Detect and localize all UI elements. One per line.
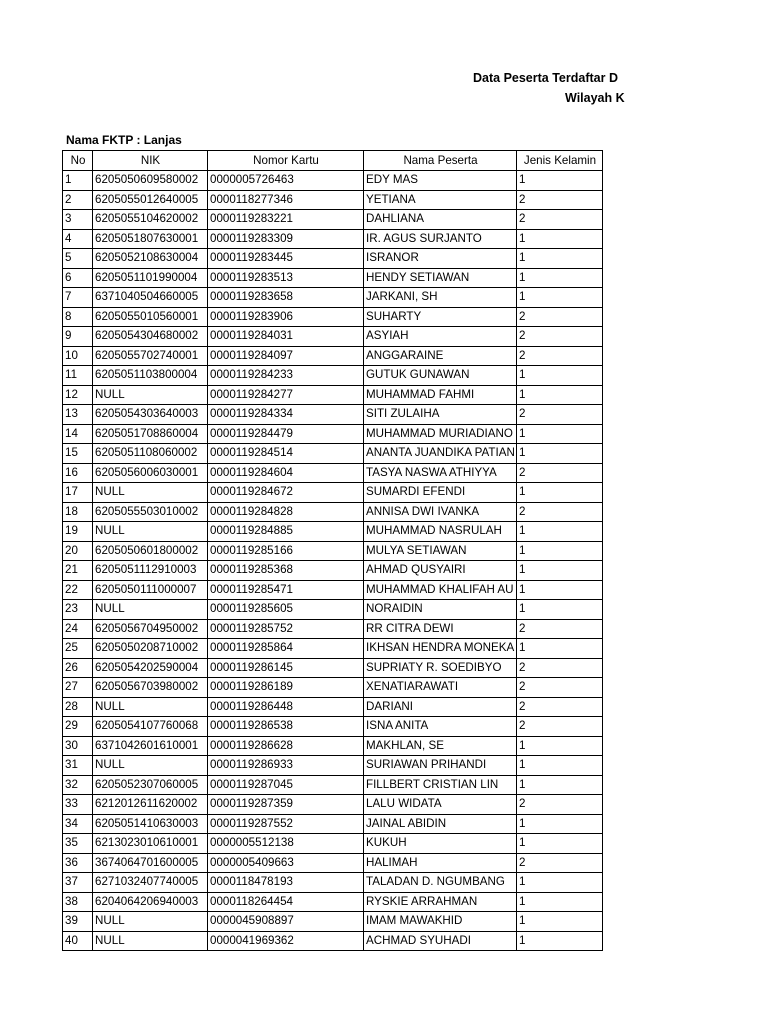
cell-jenis-kelamin: 1 — [517, 229, 603, 249]
cell-no: 13 — [63, 405, 93, 425]
cell-no: 28 — [63, 697, 93, 717]
cell-nomor-kartu: 0000119284885 — [208, 522, 364, 542]
table-header-row — [63, 151, 603, 171]
cell-no: 34 — [63, 814, 93, 834]
table-row — [63, 327, 603, 347]
cell-nik: 6205050609580002 — [93, 171, 208, 191]
cell-nama-peserta: DAHLIANA — [364, 210, 517, 230]
cell-nama-peserta: HALIMAH — [364, 853, 517, 873]
table-row — [63, 561, 603, 581]
cell-no: 39 — [63, 912, 93, 932]
cell-nomor-kartu: 0000119286189 — [208, 678, 364, 698]
cell-nomor-kartu: 0000041969362 — [208, 931, 364, 951]
cell-nik: 6205051108060002 — [93, 444, 208, 464]
cell-jenis-kelamin: 2 — [517, 795, 603, 815]
cell-jenis-kelamin: 2 — [517, 678, 603, 698]
cell-nik: 6205050601800002 — [93, 541, 208, 561]
cell-no: 29 — [63, 717, 93, 737]
cell-nomor-kartu: 0000119286538 — [208, 717, 364, 737]
cell-nik: 6212012611620002 — [93, 795, 208, 815]
cell-no: 26 — [63, 658, 93, 678]
table-row — [63, 385, 603, 405]
table-row — [63, 210, 603, 230]
column-header-jenis-kelamin: Jenis Kelamin — [517, 151, 603, 171]
table-row — [63, 658, 603, 678]
cell-nama-peserta: SITI ZULAIHA — [364, 405, 517, 425]
cell-nomor-kartu: 0000119285605 — [208, 600, 364, 620]
cell-nama-peserta: SUHARTY — [364, 307, 517, 327]
cell-no: 20 — [63, 541, 93, 561]
column-header-nik: NIK — [93, 151, 208, 171]
table-row — [63, 619, 603, 639]
cell-jenis-kelamin: 1 — [517, 600, 603, 620]
cell-nik: NULL — [93, 756, 208, 776]
cell-jenis-kelamin: 1 — [517, 268, 603, 288]
cell-jenis-kelamin: 1 — [517, 522, 603, 542]
table-row — [63, 424, 603, 444]
cell-nama-peserta: MUHAMMAD FAHMI — [364, 385, 517, 405]
table-row — [63, 288, 603, 308]
cell-nama-peserta: TASYA NASWA ATHIYYA — [364, 463, 517, 483]
cell-jenis-kelamin: 1 — [517, 580, 603, 600]
cell-jenis-kelamin: 1 — [517, 444, 603, 464]
table-row — [63, 892, 603, 912]
cell-nama-peserta: NORAIDIN — [364, 600, 517, 620]
cell-nomor-kartu: 0000119284828 — [208, 502, 364, 522]
cell-nomor-kartu: 0000119283513 — [208, 268, 364, 288]
table-row — [63, 346, 603, 366]
cell-nama-peserta: MUHAMMAD NASRULAH — [364, 522, 517, 542]
cell-no: 10 — [63, 346, 93, 366]
participant-table — [62, 150, 603, 951]
cell-nomor-kartu: 0000119284479 — [208, 424, 364, 444]
cell-nomor-kartu: 0000119283906 — [208, 307, 364, 327]
cell-jenis-kelamin: 1 — [517, 385, 603, 405]
cell-nik: 6205050208710002 — [93, 639, 208, 659]
cell-nama-peserta: MAKHLAN, SE — [364, 736, 517, 756]
cell-nama-peserta: ANANTA JUANDIKA PATIAN — [364, 444, 517, 464]
cell-nomor-kartu: 0000119284604 — [208, 463, 364, 483]
table-row — [63, 678, 603, 698]
table-row — [63, 444, 603, 464]
cell-jenis-kelamin: 1 — [517, 892, 603, 912]
cell-nik: 6205055104620002 — [93, 210, 208, 230]
cell-nama-peserta: MUHAMMAD KHALIFAH AU — [364, 580, 517, 600]
cell-nama-peserta: XENATIARAWATI — [364, 678, 517, 698]
cell-no: 40 — [63, 931, 93, 951]
cell-nik: 6371040504660005 — [93, 288, 208, 308]
column-header-no: No — [63, 151, 93, 171]
cell-nik: NULL — [93, 600, 208, 620]
cell-nama-peserta: SUMARDI EFENDI — [364, 483, 517, 503]
cell-nik: 6205054303640003 — [93, 405, 208, 425]
cell-no: 36 — [63, 853, 93, 873]
cell-no: 32 — [63, 775, 93, 795]
cell-nomor-kartu: 0000119287359 — [208, 795, 364, 815]
cell-nomor-kartu: 0000119284031 — [208, 327, 364, 347]
table-body — [63, 171, 603, 951]
cell-nomor-kartu: 0000119287552 — [208, 814, 364, 834]
cell-nik: NULL — [93, 522, 208, 542]
cell-nik: NULL — [93, 483, 208, 503]
cell-nik: 6205050111000007 — [93, 580, 208, 600]
cell-nama-peserta: IMAM MAWAKHID — [364, 912, 517, 932]
cell-nik: NULL — [93, 385, 208, 405]
cell-jenis-kelamin: 2 — [517, 463, 603, 483]
cell-nama-peserta: SUPRIATY R. SOEDIBYO — [364, 658, 517, 678]
table-row — [63, 229, 603, 249]
cell-nomor-kartu: 0000119284334 — [208, 405, 364, 425]
cell-no: 5 — [63, 249, 93, 269]
cell-nik: 6205055503010002 — [93, 502, 208, 522]
cell-jenis-kelamin: 1 — [517, 424, 603, 444]
cell-nama-peserta: ACHMAD SYUHADI — [364, 931, 517, 951]
cell-nik: NULL — [93, 931, 208, 951]
cell-no: 31 — [63, 756, 93, 776]
cell-no: 25 — [63, 639, 93, 659]
table-row — [63, 522, 603, 542]
cell-jenis-kelamin: 2 — [517, 502, 603, 522]
cell-nama-peserta: MUHAMMAD MURIADIANO — [364, 424, 517, 444]
cell-nomor-kartu: 0000119284672 — [208, 483, 364, 503]
cell-jenis-kelamin: 1 — [517, 483, 603, 503]
table-row — [63, 405, 603, 425]
cell-jenis-kelamin: 1 — [517, 171, 603, 191]
table-row — [63, 541, 603, 561]
cell-nik: 6271032407740005 — [93, 873, 208, 893]
cell-no: 4 — [63, 229, 93, 249]
cell-nik: 6371042601610001 — [93, 736, 208, 756]
cell-no: 8 — [63, 307, 93, 327]
cell-nomor-kartu: 0000119286145 — [208, 658, 364, 678]
cell-no: 37 — [63, 873, 93, 893]
cell-no: 19 — [63, 522, 93, 542]
cell-no: 12 — [63, 385, 93, 405]
table-row — [63, 502, 603, 522]
cell-nomor-kartu: 0000119283309 — [208, 229, 364, 249]
cell-nama-peserta: DARIANI — [364, 697, 517, 717]
cell-nomor-kartu: 0000119283445 — [208, 249, 364, 269]
cell-nama-peserta: EDY MAS — [364, 171, 517, 191]
cell-nik: 6205056703980002 — [93, 678, 208, 698]
cell-nik: 6205052307060005 — [93, 775, 208, 795]
cell-no: 3 — [63, 210, 93, 230]
cell-nama-peserta: KUKUH — [364, 834, 517, 854]
cell-nik: 6205056704950002 — [93, 619, 208, 639]
cell-no: 22 — [63, 580, 93, 600]
cell-nik: 6205051807630001 — [93, 229, 208, 249]
cell-jenis-kelamin: 1 — [517, 834, 603, 854]
cell-no: 11 — [63, 366, 93, 386]
cell-jenis-kelamin: 2 — [517, 190, 603, 210]
cell-nik: 6213023010610001 — [93, 834, 208, 854]
cell-jenis-kelamin: 1 — [517, 288, 603, 308]
cell-nik: 6205054304680002 — [93, 327, 208, 347]
table-row — [63, 366, 603, 386]
table-row — [63, 249, 603, 269]
table-row — [63, 931, 603, 951]
column-header-nomor-kartu: Nomor Kartu — [208, 151, 364, 171]
cell-nama-peserta: HENDY SETIAWAN — [364, 268, 517, 288]
cell-nomor-kartu: 0000119285752 — [208, 619, 364, 639]
table-row — [63, 307, 603, 327]
cell-no: 7 — [63, 288, 93, 308]
cell-no: 21 — [63, 561, 93, 581]
cell-nomor-kartu: 0000119286448 — [208, 697, 364, 717]
cell-no: 9 — [63, 327, 93, 347]
cell-jenis-kelamin: 1 — [517, 736, 603, 756]
cell-nik: 6205054107760068 — [93, 717, 208, 737]
cell-no: 23 — [63, 600, 93, 620]
cell-nomor-kartu: 0000118264454 — [208, 892, 364, 912]
cell-no: 35 — [63, 834, 93, 854]
cell-nama-peserta: GUTUK GUNAWAN — [364, 366, 517, 386]
cell-nomor-kartu: 0000119285368 — [208, 561, 364, 581]
cell-nama-peserta: YETIANA — [364, 190, 517, 210]
cell-no: 16 — [63, 463, 93, 483]
cell-jenis-kelamin: 1 — [517, 873, 603, 893]
table-row — [63, 190, 603, 210]
cell-nama-peserta: ISNA ANITA — [364, 717, 517, 737]
fktp-label: Nama FKTP : Lanjas — [66, 133, 182, 147]
cell-jenis-kelamin: 2 — [517, 405, 603, 425]
cell-nama-peserta: SURIAWAN PRIHANDI — [364, 756, 517, 776]
table-row — [63, 268, 603, 288]
cell-nik: 6205051112910003 — [93, 561, 208, 581]
cell-nik: 3674064701600005 — [93, 853, 208, 873]
cell-nama-peserta: ANNISA DWI IVANKA — [364, 502, 517, 522]
cell-nomor-kartu: 0000119286933 — [208, 756, 364, 776]
cell-jenis-kelamin: 2 — [517, 619, 603, 639]
cell-nama-peserta: TALADAN D. NGUMBANG — [364, 873, 517, 893]
cell-jenis-kelamin: 1 — [517, 561, 603, 581]
table-row — [63, 756, 603, 776]
cell-jenis-kelamin: 2 — [517, 658, 603, 678]
cell-no: 17 — [63, 483, 93, 503]
cell-no: 2 — [63, 190, 93, 210]
table-row — [63, 639, 603, 659]
cell-nama-peserta: JARKANI, SH — [364, 288, 517, 308]
cell-no: 14 — [63, 424, 93, 444]
cell-no: 18 — [63, 502, 93, 522]
cell-no: 1 — [63, 171, 93, 191]
cell-nik: 6205054202590004 — [93, 658, 208, 678]
table-row — [63, 600, 603, 620]
cell-nama-peserta: JAINAL ABIDIN — [364, 814, 517, 834]
table-row — [63, 717, 603, 737]
cell-nama-peserta: IKHSAN HENDRA MONEKA — [364, 639, 517, 659]
cell-nama-peserta: RYSKIE ARRAHMAN — [364, 892, 517, 912]
cell-nik: 6205051101990004 — [93, 268, 208, 288]
cell-nik: 6205056006030001 — [93, 463, 208, 483]
cell-jenis-kelamin: 1 — [517, 814, 603, 834]
cell-nomor-kartu: 0000119283658 — [208, 288, 364, 308]
cell-nomor-kartu: 0000119284097 — [208, 346, 364, 366]
cell-nama-peserta: RR CITRA DEWI — [364, 619, 517, 639]
cell-nomor-kartu: 0000045908897 — [208, 912, 364, 932]
cell-nik: 6205051103800004 — [93, 366, 208, 386]
cell-nomor-kartu: 0000005726463 — [208, 171, 364, 191]
table-row — [63, 795, 603, 815]
cell-nik: NULL — [93, 912, 208, 932]
table-row — [63, 580, 603, 600]
document-title-line1: Data Peserta Terdaftar D — [473, 71, 618, 85]
cell-jenis-kelamin: 2 — [517, 346, 603, 366]
table-row — [63, 775, 603, 795]
cell-no: 38 — [63, 892, 93, 912]
cell-nik: 6205051708860004 — [93, 424, 208, 444]
table-row — [63, 171, 603, 191]
cell-jenis-kelamin: 1 — [517, 541, 603, 561]
cell-jenis-kelamin: 1 — [517, 249, 603, 269]
cell-nama-peserta: AHMAD QUSYAIRI — [364, 561, 517, 581]
table-row — [63, 834, 603, 854]
cell-nama-peserta: ANGGARAINE — [364, 346, 517, 366]
cell-jenis-kelamin: 1 — [517, 912, 603, 932]
table-row — [63, 463, 603, 483]
cell-nik: 6204064206940003 — [93, 892, 208, 912]
cell-jenis-kelamin: 2 — [517, 853, 603, 873]
cell-nama-peserta: LALU WIDATA — [364, 795, 517, 815]
cell-nama-peserta: ISRANOR — [364, 249, 517, 269]
cell-nik: 6205051410630003 — [93, 814, 208, 834]
cell-nomor-kartu: 0000005512138 — [208, 834, 364, 854]
cell-no: 33 — [63, 795, 93, 815]
cell-nomor-kartu: 0000119285471 — [208, 580, 364, 600]
cell-jenis-kelamin: 2 — [517, 327, 603, 347]
cell-no: 27 — [63, 678, 93, 698]
cell-jenis-kelamin: 2 — [517, 697, 603, 717]
cell-nama-peserta: FILLBERT CRISTIAN LIN — [364, 775, 517, 795]
cell-no: 30 — [63, 736, 93, 756]
table-row — [63, 483, 603, 503]
cell-nomor-kartu: 0000119286628 — [208, 736, 364, 756]
cell-nomor-kartu: 0000119284277 — [208, 385, 364, 405]
cell-no: 24 — [63, 619, 93, 639]
table-row — [63, 853, 603, 873]
cell-nomor-kartu: 0000119287045 — [208, 775, 364, 795]
table-row — [63, 697, 603, 717]
cell-jenis-kelamin: 1 — [517, 931, 603, 951]
cell-nomor-kartu: 0000119285864 — [208, 639, 364, 659]
cell-nik: 6205052108630004 — [93, 249, 208, 269]
cell-jenis-kelamin: 2 — [517, 210, 603, 230]
cell-nik: 6205055012640005 — [93, 190, 208, 210]
cell-nomor-kartu: 0000118478193 — [208, 873, 364, 893]
cell-nama-peserta: MULYA SETIAWAN — [364, 541, 517, 561]
table-row — [63, 912, 603, 932]
cell-jenis-kelamin: 2 — [517, 717, 603, 737]
column-header-nama-peserta: Nama Peserta — [364, 151, 517, 171]
cell-jenis-kelamin: 1 — [517, 366, 603, 386]
cell-nik: NULL — [93, 697, 208, 717]
cell-nik: 6205055702740001 — [93, 346, 208, 366]
cell-nomor-kartu: 0000118277346 — [208, 190, 364, 210]
cell-nik: 6205055010560001 — [93, 307, 208, 327]
cell-jenis-kelamin: 1 — [517, 756, 603, 776]
cell-nomor-kartu: 0000119283221 — [208, 210, 364, 230]
cell-nama-peserta: IR. AGUS SURJANTO — [364, 229, 517, 249]
cell-jenis-kelamin: 1 — [517, 639, 603, 659]
cell-no: 15 — [63, 444, 93, 464]
table-row — [63, 814, 603, 834]
document-title-line2: Wilayah K — [565, 91, 625, 105]
cell-jenis-kelamin: 2 — [517, 307, 603, 327]
table-row — [63, 736, 603, 756]
cell-nomor-kartu: 0000119284233 — [208, 366, 364, 386]
cell-nomor-kartu: 0000119285166 — [208, 541, 364, 561]
cell-nomor-kartu: 0000005409663 — [208, 853, 364, 873]
table-row — [63, 873, 603, 893]
cell-nama-peserta: ASYIAH — [364, 327, 517, 347]
cell-jenis-kelamin: 1 — [517, 775, 603, 795]
cell-nomor-kartu: 0000119284514 — [208, 444, 364, 464]
cell-no: 6 — [63, 268, 93, 288]
